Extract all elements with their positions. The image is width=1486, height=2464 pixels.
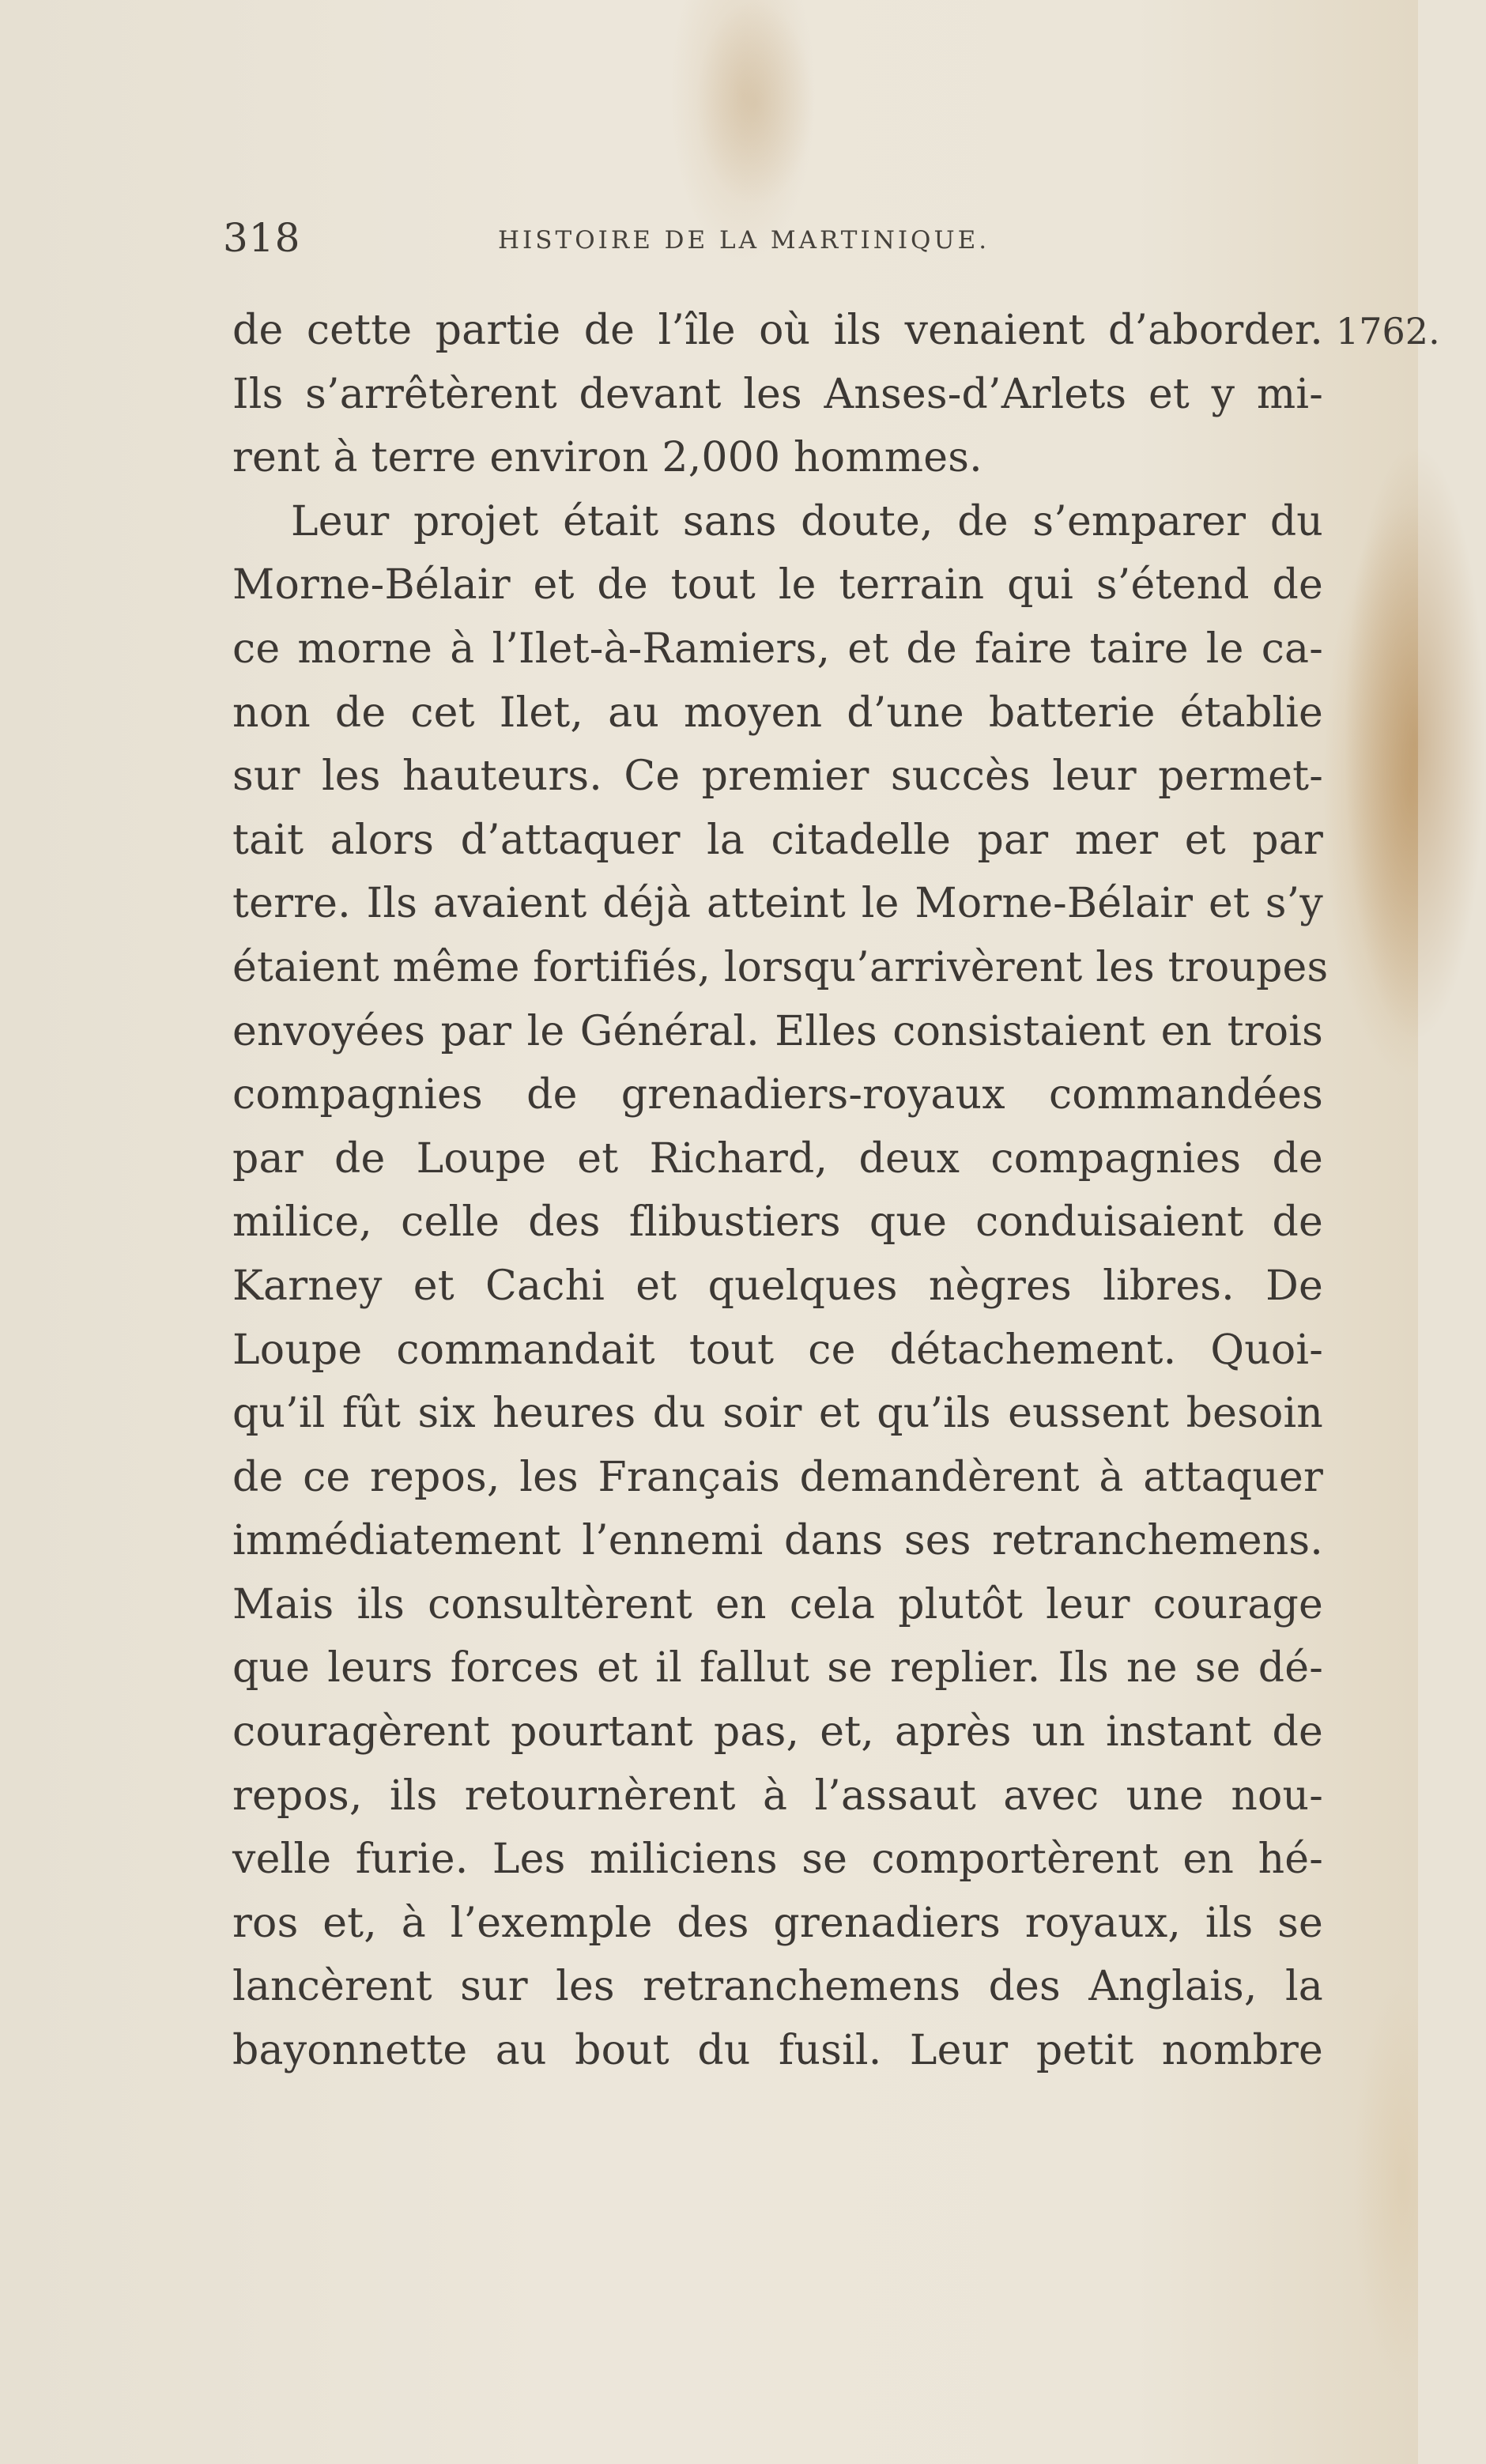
text-line: Loupe commandait tout ce détachement. Quoi- [232,1326,1323,1374]
text-line: sur les hauteurs. Ce premier succès leur permet- [232,753,1323,801]
text-line: repos, ils retournèrent à l’assaut avec une nou- [232,1772,1323,1820]
text-line: terre. Ils avaient déjà atteint le Morne-Bélair et s’y [232,880,1323,928]
text-line: milice, celle des flibustiers que conduisaient de [232,1198,1323,1247]
paper-stain-top [696,0,814,206]
text-line: rent à terre environ 2,000 hommes. [232,434,982,482]
text-line: de ce repos, les Français demandèrent à attaquer [232,1453,1323,1501]
text-line: bayonnette au bout du fusil. Leur petit nombre [232,2027,1323,2075]
page-header [0,215,1418,270]
text-line: velle furie. Les miliciens se comportèrent en hé- [232,1836,1323,1884]
text-line: tait alors d’attaquer la citadelle par mer et par [232,816,1323,864]
text-line: que leurs forces et il fallut se replier. Ils ne se dé- [232,1644,1323,1692]
text-line: Ils s’arrêtèrent devant les Anses-d’Arlets et y mi- [232,370,1323,418]
text-line: ce morne à l’Ilet-à-Ramiers, et de faire taire le ca- [232,624,1323,673]
margin-year-note: 1762. [1336,310,1440,353]
text-line: qu’il fût six heures du soir et qu’ils eussent besoin [232,1390,1323,1438]
text-line: de cette partie de l’île où ils venaient d’aborder. [232,307,1323,354]
text-line: lancèrent sur les retranchemens des Anglais, la [232,1963,1323,2011]
text-line: non de cet Ilet, au moyen d’une batterie établie [232,689,1323,737]
text-line: ros et, à l’exemple des grenadiers royaux, ils se [232,1899,1323,1947]
body-text [232,299,1329,2083]
text-line: par de Loupe et Richard, deux compagnies de [232,1134,1323,1183]
text-line: Mais ils consultèrent en cela plutôt leur courage [232,1580,1323,1628]
text-line: étaient même fortifiés, lorsqu’arrivèrent les troupes [232,943,1329,991]
text-line: Karney et Cachi et quelques nègres libres. De [232,1262,1323,1310]
text-line: couragèrent pourtant pas, et, après un instant de [232,1708,1323,1756]
paragraph-start-line: Leur projet était sans doute, de s’emparer du [291,497,1323,545]
text-line: immédiatement l’ennemi dans ses retranchemens. [232,1517,1323,1565]
page-number: 318 [223,215,301,261]
text-line: envoyées par le Général. Elles consistaient en trois [232,1007,1323,1055]
running-title: HISTOIRE DE LA MARTINIQUE. [498,226,990,255]
paper-stain-right [1344,443,1486,1043]
text-line: compagnies de grenadiers-royaux commandées [232,1071,1323,1119]
text-line: Morne-Bélair et de tout le terrain qui s’étend de [232,561,1323,609]
